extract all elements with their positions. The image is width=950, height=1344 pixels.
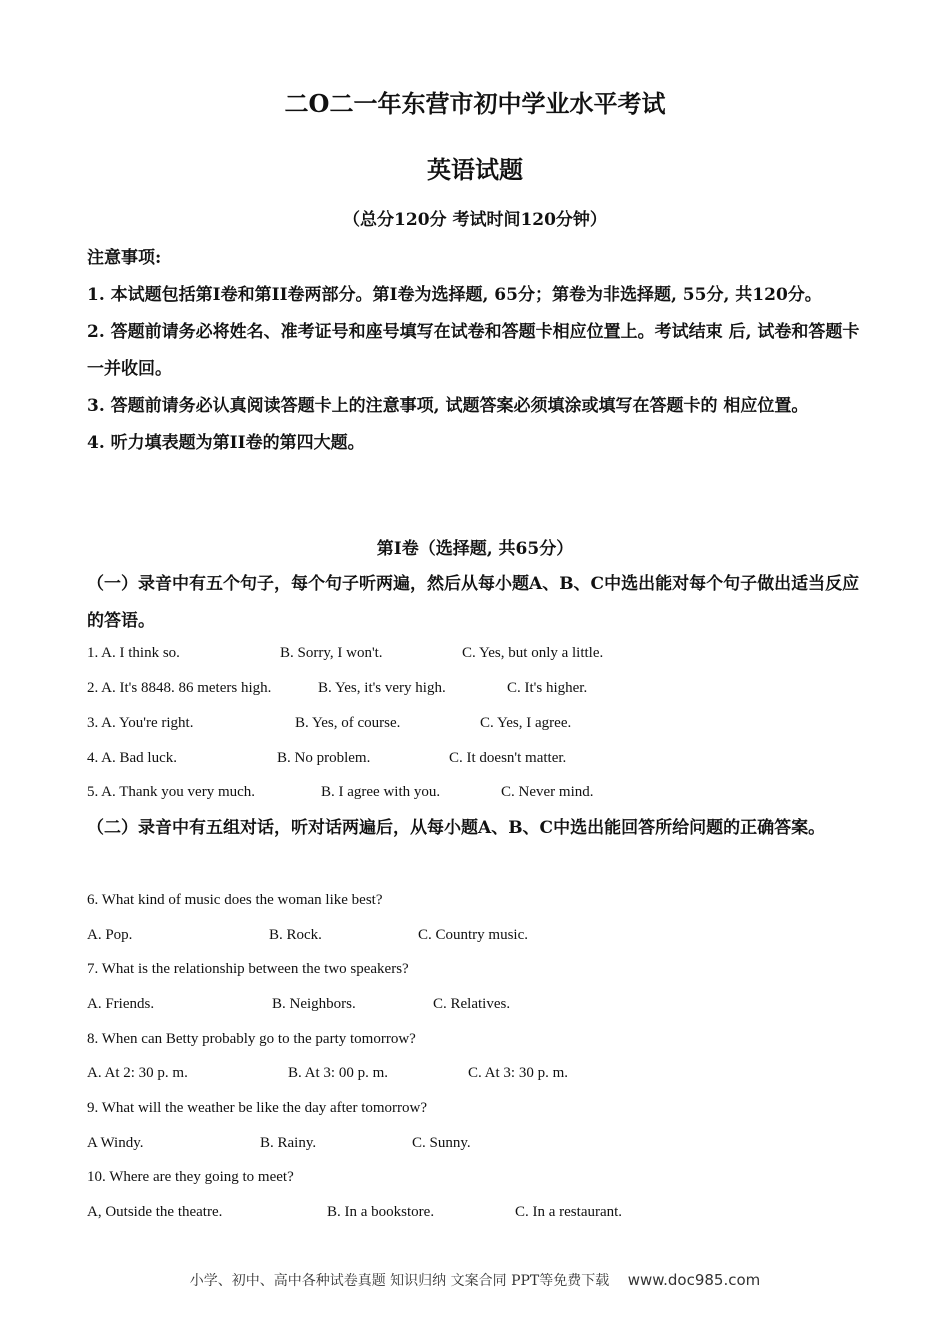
exam-title: 二O二一年东营市初中学业水平考试: [284, 89, 666, 118]
exam-subtitle: 英语试题: [427, 155, 523, 184]
option-a: 4. A. Bad luck.: [87, 750, 177, 766]
option-c: C. It doesn't matter.: [449, 750, 567, 766]
footer-site-link[interactable]: www.doc985.com: [627, 1271, 761, 1289]
page-footer: [0, 1270, 950, 1290]
option-b: B. Rainy.: [260, 1135, 317, 1151]
option-c: C. Yes, I agree.: [480, 715, 572, 731]
note-item: 2. 答题前请务必将姓名、准考证号和座号填写在试卷和答题卡相应位置上。考试结束 后, 试卷和答题卡一并收回。: [87, 322, 860, 379]
option-b: B. Yes, of course.: [295, 715, 401, 731]
option-a: 2. A. It's 8848. 86 meters high.: [87, 680, 272, 696]
option-c: C. Yes, but only a little.: [462, 645, 604, 661]
option-b: B. At 3: 00 p. m.: [288, 1065, 389, 1081]
question-text: 8. When can Betty probably go to the party tomorrow?: [87, 1031, 416, 1047]
question-text: 7. What is the relationship between the two speakers?: [87, 961, 409, 977]
option-b: B. No problem.: [277, 750, 371, 766]
option-b: B. Sorry, I won't.: [280, 645, 383, 661]
note-item: 1. 本试题包括第I卷和第II卷两部分。第I卷为选择题, 65分；第卷为非选择题, 55分, 共120分。: [87, 285, 822, 305]
option-c: C. At 3: 30 p. m.: [468, 1065, 569, 1081]
exam-info: （总分120分 考试时间120分钟）: [343, 210, 607, 230]
option-a: 5. A. Thank you very much.: [87, 784, 256, 800]
option-c: C. In a restaurant.: [515, 1204, 623, 1220]
section-title: 第I卷（选择题, 共65分）: [376, 539, 574, 559]
option-a: A. Pop.: [87, 927, 133, 943]
option-a: A. Friends.: [87, 996, 155, 1012]
question-text: 6. What kind of music does the woman like best?: [87, 892, 383, 908]
question-text: 9. What will the weather be like the day after tomorrow?: [87, 1100, 428, 1116]
option-b: B. Rock.: [269, 927, 322, 943]
option-a: A, Outside the theatre.: [87, 1204, 223, 1220]
note-item: 3. 答题前请务必认真阅读答题卡上的注意事项, 试题答案必须填涂或填写在答题卡的 相应位置。: [87, 396, 809, 416]
option-c: C. Relatives.: [433, 996, 511, 1012]
option-c: C. Never mind.: [501, 784, 594, 800]
option-a: A. At 2: 30 p. m.: [87, 1065, 188, 1081]
option-c: C. Sunny.: [412, 1135, 471, 1151]
option-a: 3. A. You're right.: [87, 715, 194, 731]
option-b: B. In a bookstore.: [327, 1204, 435, 1220]
question-text: 10. Where are they going to meet?: [87, 1169, 294, 1185]
option-b: B. Neighbors.: [272, 996, 356, 1012]
part1-instruction: （一）录音中有五个句子，每个句子听两遍，然后从每小题A、B、C中选出能对每个句子做出适当反应的答语。: [87, 574, 860, 631]
notes-heading: 注意事项:: [87, 248, 162, 268]
option-c: C. Country music.: [418, 927, 529, 943]
note-item: 4. 听力填表题为第II卷的第四大题。: [87, 433, 365, 453]
part2-instruction: （二）录音中有五组对话，听对话两遍后，从每小题A、B、C中选出能回答所给问题的正确答案。: [87, 818, 826, 838]
option-a: 1. A. I think so.: [87, 645, 180, 661]
option-a: A Windy.: [87, 1135, 144, 1151]
option-b: B. Yes, it's very high.: [318, 680, 446, 696]
option-b: B. I agree with you.: [321, 784, 441, 800]
footer-text: 小学、初中、高中各种试卷真题 知识归纳 文案合同 PPT等免费下载: [189, 1273, 610, 1289]
option-c: C. It's higher.: [507, 680, 588, 696]
notes-block: [87, 240, 863, 462]
